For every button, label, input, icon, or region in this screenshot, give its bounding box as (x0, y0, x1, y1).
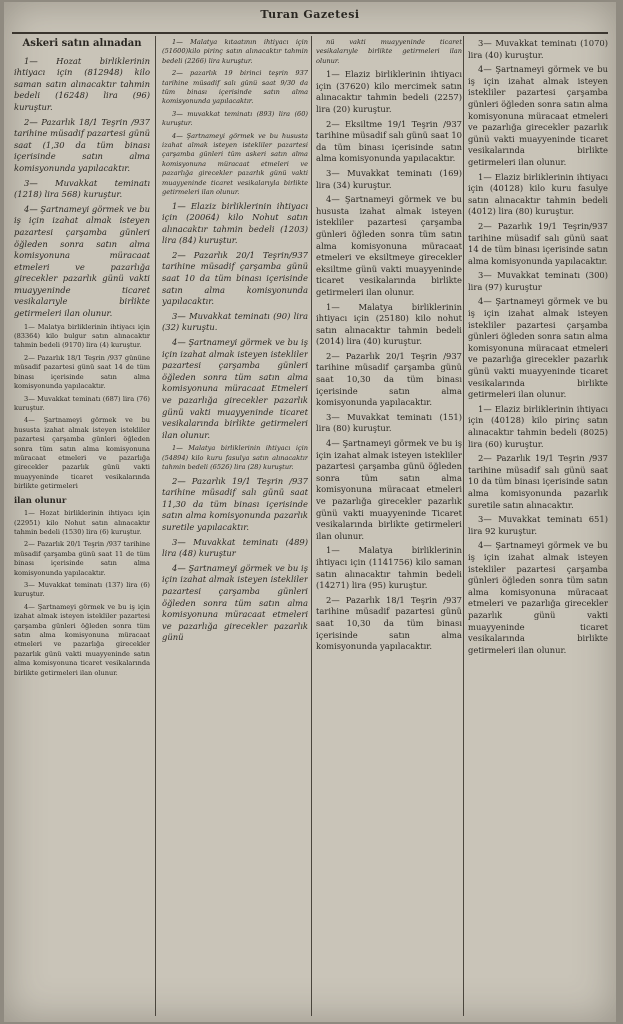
notice-paragraph: ilan olunur (14, 494, 67, 505)
notice-paragraph: 3— Muvakkat teminatı (90) lira (32) kuruştu. (162, 310, 308, 333)
notice-paragraph: 3— Muvakkat teminatı (687) lira (76) kuruştur. (14, 394, 150, 412)
column-4-body (468, 38, 608, 656)
notice-paragraph: 1— Malatya birliklerinin ihtiyacı için (54894) kilo kuru fasulya satın alınacaktır tahmin bedeli (6526) lira (28) kuruştur. (162, 444, 308, 472)
notice-paragraph: 2— Eksiltme 19/1 Teşrin /937 tarihine müsadif salı günü saat 10 da tüm binası içerisinde satın alma komisyonunda yapılacaktır. (316, 118, 462, 164)
notice-paragraph: 3— Muvakkat teminatı (137) lira (6) kuruştur. (14, 581, 150, 599)
notice-paragraph: 1— Malatya birliklerinin ihtiyacı için (83364) kilo bulgur satın alınacaktır tahmin bedeli (9170) lira (4) kuruştur. (14, 322, 150, 350)
notice-paragraph: 1— Hozat birliklerinin ihtiyacı için (812948) kilo saman satın alınacaktır tahmin bedeli (16248) lira (96) kuruştur. (14, 55, 150, 112)
notice-paragraph: 1— Elaziz birliklerinin ihtiyacı için (40128) kilo pirinç satın alınacaktır tahmin bedeli (8025) lira (60) kuruştur. (468, 403, 608, 449)
column-3 (316, 38, 462, 1016)
notice-paragraph: 4— Şartnameyi görmek ve bu iş için izahat almak isteyen istekliler pazartesi çarşamba günleri öğleden sonra tüm satın alma komisyonuna müracaat etmeleri ve pazarlığa girecekler pazarlık günü vakti muayyeninde ticaret vesikalarında birlikte getirmeleri ilan olunur. (468, 540, 608, 655)
notice-paragraph: 4— Şartnameyi görmek ve bu iş için izahat almak isteyen istekliler pazartesi çarşamba günleri öğleden sonra satın alma komisyonuna müracaat etmeleri ve pazarlığa girecekler pazarlık günü vakti muayyeninde ticaret vesikalarında birlikte getirmeleri ilan olunur. (468, 296, 608, 400)
newspaper-page (4, 2, 616, 1022)
notice-paragraph: 4— Şartnameyi görmek ve bu hususta izahat almak isteyen istekliler pazartesi çarşamba günleri tüm askeri satın alma komisyonuna müracaat etmeleri ve pazarlığa girecekler pazarlık günü vakti muayyeninde ticaret vesikalarıyla birlikte getirmeleri ilan olunur. (162, 131, 308, 197)
section-title: Askeri satın alınadan (22, 38, 142, 49)
column-divider (311, 36, 312, 1016)
notice-paragraph: 4— Şartnameyi görmek ve bu iş için izahat almak isteyen istekliler pazartesi çarşamba günleri öğleden sonra satın alma komisyonuna müracaat etmeleri ve pazarlığa girecekler pazarlık günü vakti muayyeninde ticaret vesikalarında birlikte getirmeleri ilan olunur. (468, 64, 608, 167)
notice-paragraph: 1— Malatya birliklerinin ihtiyacı için (25180) kilo nohut satın alınacaktır tahmin bedeli (2014) lira (40) kuruştur. (316, 301, 462, 347)
notice-paragraph: 2— Pazarlık 20/1 Teşrin /937 tarihine müsadif çarşamba günü saat 10,30 da tüm binası içerisinde satın alma komisyonunda yapılacaktır. (316, 350, 462, 408)
notice-paragraph: 2— Pazarlık 19/1 Teşrin/937 tarihine müsadif salı günü saat 14 de tüm binası içerisinde satın alma komisyonunda yapılacaktır. (468, 220, 608, 266)
notice-paragraph: 3— Muvakkat teminatı (151) lira (80) kuruştur. (316, 411, 462, 434)
notice-paragraph: 1— Elaziz birliklerinin ihtiyacı için (37620) kilo mercimek satın alınacaktır tahmin bedeli (2257) lira (20) kuruştur. (316, 69, 462, 114)
notice-paragraph: 2— Pazarlık 19/1 Teşrin /937 tarihine müsadif salı günü saat 10 da tüm binası içerisinde satın alma komisyonunda pazarlık suretile satın alınacaktır. (468, 453, 608, 510)
notice-paragraph: 4— Şartnameyi görmek ve bu iş için izahat almak isteyen istekliler pazartesi çarşamba günleri öğleden sonra tüm satın alma komisyonuna müracaat etmeleri ve pazarlığa girecekler pazarlık günü vakti muayyeninde satın alma komisyonuna ticaret vesikalarında birlikte getirmeleri ilan olunur. (14, 602, 150, 677)
notice-paragraph: 1— Malatya kıtaatının ihtiyacı için (51600)kilo pirinç satın alınacaktır tahmin bedeli (2266) lira kuruştur. (162, 38, 308, 65)
notice-paragraph: 2— Pazarlık 19/1 Teşrin /937 tarihine müsadif salı günü saat 11,30 da tüm binası içerisinde satın alma komisyonunda pazarlık suretile yapılacaktır. (162, 475, 308, 532)
column-4 (468, 38, 608, 1016)
notice-paragraph: 3— Muvakkat teminatı (1070) lira (40) kuruştur. (468, 38, 608, 60)
notice-paragraph: 2— Pazarlık 18/1 Teşrin /937 gününe müsadif pazartesi günü saat 14 de tüm binası içerisinde satın alma komisyonunda yapılacaktır. (14, 353, 150, 391)
notice-paragraph: 2— Pazarlık 20/1 Teşrin /937 tarihine müsadif çarşamba günü saat 11 de tüm binası içerisinde satın alma komisyonunda yapılacaktır. (14, 540, 150, 577)
header-rule (12, 32, 608, 34)
newspaper-header: Turan Gazetesi (260, 8, 360, 21)
notice-paragraph: 2— Pazarlık 18/1 Teşrin /937 tarihine müsadif pazartesi günü saat (1,30 da tüm binası içerisinde satın alma komisyonunda yapılacaktır. (14, 116, 150, 173)
notice-paragraph: 1— Malatya birliklerinin ihtiyacı için (1141756) kilo saman satın alınacaktır tahmin bedeli (14271) lira (95) kuruştur. (316, 545, 462, 591)
notice-paragraph: 3— Muvakkat teminatı (489) lira (48) kuruştur (162, 536, 308, 559)
notice-paragraph: 3— Muvakkat teminatı (169) lira (34) kuruştur. (316, 167, 462, 190)
notice-paragraph: 4— Şartnameyi görmek ve bu iş için izahat almak isteyen istekliler pazartesi çarşamba günleri öğleden sonra tüm satın alma komisyonuna müracaat etmeleri ve pazarlığa girecekler pazarlık günü (162, 562, 308, 643)
notice-paragraph: 2— Pazarlık 18/1 Teşrin /937 tarihine müsadif pazartesi günü saat 10,30 da tüm binası içerisinde satın alma komisyonunda yapılacaktır. (316, 594, 462, 652)
column-3-body (316, 38, 462, 653)
notice-paragraph: 3— Muvakkat teminatı (1218) lira 568) kuruştur. (14, 177, 150, 200)
notice-paragraph: 3— Muvakkat teminatı 651) lira 92 kuruştur. (468, 514, 608, 536)
notice-paragraph: 4— Şartnameyi görmek ve bu hususta izahat almak isteyen istekliler pazartesi çarşamba günleri öğleden sonra tüm satın alma komisyonuna müracaat etmeleri ve eksiltmeye girecekler eksiltme günü vakti muayyeninde ticaret vesikalarında birlikte getirmeleri ilan olunur. (316, 194, 462, 297)
notice-paragraph: 3— Muvakkat teminatı (300) lira (97) kuruştur (468, 270, 608, 292)
notice-paragraph: 1— Hozat birliklerinin ihtiyacı için (22951) kilo Nohut satın alınacaktır tahmin bedeli (1530) lira (6) kuruştur. (14, 509, 150, 536)
notice-paragraph: nü vakti muayyeninde ticaret vesikalarıyle birlikte getirmeleri ilan olunur. (316, 38, 462, 65)
notice-paragraph: 4— Şartnameyi görmek ve bu iş için izahat almak isteyen istekliler pazartesi çarşamba günü öğleden sonra tüm satın alma komisyonuna müracaat etmeleri ve pazarlığa girecekler pazarlık günü vakti muayyeninde Ticaret vesikalarında birlikte getirmeleri ilan olunur. (316, 438, 462, 541)
notice-paragraph: 1— Elaziz birliklerinin ihtiyacı için (20064) kilo Nohut satın alınacaktır tahmin bedeli (1203) lira (84) kuruştur. (162, 200, 308, 246)
column-divider (463, 36, 464, 1016)
notice-paragraph: 2— pazarlık 19 birinci teşrin 937 tarihine müsadif salı günü saat 9/30 da tüm binası içerisinde satın alma komisyonunda yapılacaktır. (162, 69, 308, 106)
column-1 (14, 38, 150, 1016)
notice-paragraph: 1— Elaziz birliklerinin ihtiyacı için (40128) kilo kuru fasulye satın alınacaktır tahmin bedeli (4012) lira (80) kuruştur. (468, 171, 608, 217)
notice-paragraph: 2— Pazarlık 20/1 Teşrin/937 tarihine müsadif çarşamba günü saat 10 da tüm binası içerisinde satın alma komisyonunda yapılacaktır. (162, 249, 308, 307)
notice-paragraph: 4— Şartnameyi görmek ve bu iş için izahat almak isteyen istekliler pazartesi çarşamba günleri öğleden sonra tüm satın alma komisyonuna müracaat Etmeleri ve pazarlığa girecekler pazarlık günü vakti muayyeninde ticaret vesikalarında birlikte getirmeleri ilan olunur. (162, 337, 308, 440)
notice-paragraph: 3— muvakkat teminatı (893) lira (60) kuruştur. (162, 109, 308, 128)
column-2 (162, 38, 308, 1016)
column-divider (155, 36, 156, 1016)
column-2-body (162, 38, 308, 644)
column-1-body (14, 56, 150, 678)
notice-paragraph: 4— Şartnameyi görmek ve bu hususta izahat almak isteyen istekliler pazartesi çarşamba günleri öğleden sonra tüm satın alma komisyonuna müracaat etmeleri ve pazarlığa girecekler pazarlık günü vakti muayyeninde ticaret vesikalarında birlikte getirmeleri (14, 416, 150, 491)
notice-paragraph: 4— Şartnameyi görmek ve bu iş için izahat almak isteyen pazartesi çarşamba günleri öğleden sonra satın alma komisyonuna müracaat etmeleri ve pazarlığa girecekler pazarlık günü vakti muayyeninde ticaret vesikalarıyle birlikte getirmeleri ilan olunur. (14, 203, 150, 319)
